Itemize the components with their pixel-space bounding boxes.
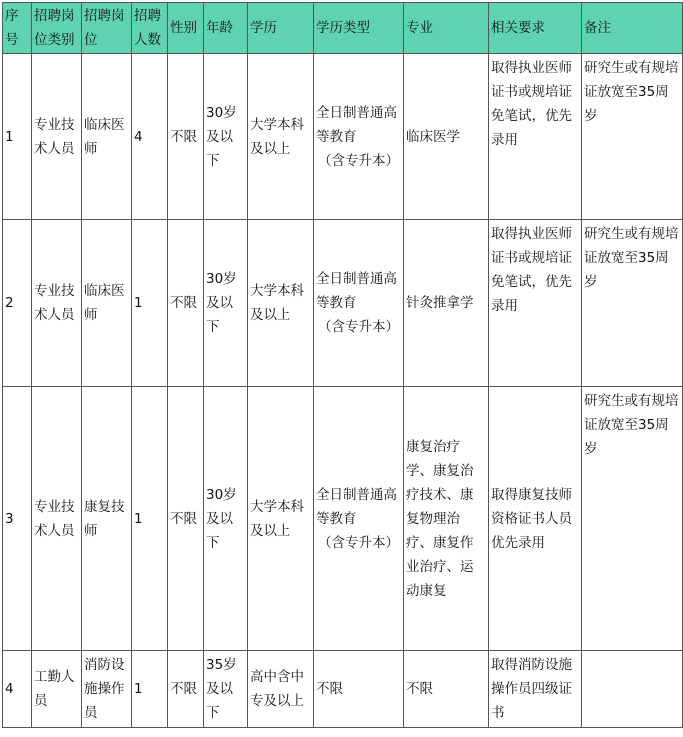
- cell-position: 康复技师: [82, 387, 132, 651]
- edu-type-line-2: （含专升本）: [318, 319, 399, 335]
- cell-no: 4: [3, 651, 32, 728]
- cell-count: 1: [132, 387, 168, 651]
- cell-age: 30岁及以下: [204, 54, 248, 220]
- header-row: [3, 3, 683, 54]
- header-remark: 备注: [582, 3, 683, 54]
- cell-position: 消防设施操作员: [82, 651, 132, 728]
- cell-education: 大学本科及以上: [248, 54, 314, 220]
- cell-count: 1: [132, 651, 168, 728]
- cell-major: 针灸推拿学: [404, 220, 489, 387]
- cell-no: 2: [3, 220, 32, 387]
- table-row: [3, 651, 683, 728]
- edu-type-line-2: （含专升本）: [318, 152, 399, 169]
- cell-no: 3: [3, 387, 32, 651]
- cell-major: 不限: [404, 651, 489, 728]
- cell-edu-type: [314, 54, 404, 220]
- cell-major: 临床医学: [404, 54, 489, 220]
- edu-type-line-1: 不限: [316, 681, 343, 697]
- header-count: 招聘人数: [132, 3, 168, 54]
- header-position: 招聘岗位: [82, 3, 132, 54]
- cell-remark: 研究生或有规培证放宽至35周岁: [582, 54, 683, 220]
- edu-type-line-2: （含专升本）: [318, 534, 399, 551]
- cell-education: 大学本科及以上: [248, 387, 314, 651]
- cell-count: 4: [132, 54, 168, 220]
- edu-type-line-1: 全日制普通高等教育: [316, 104, 397, 145]
- cell-edu-type: [314, 220, 404, 387]
- cell-age: 30岁及以下: [204, 220, 248, 387]
- header-gender: 性别: [168, 3, 204, 54]
- header-requirement: 相关要求: [489, 3, 582, 54]
- table-row: [3, 220, 683, 387]
- cell-category: 专业技术人员: [32, 220, 82, 387]
- cell-requirement: 取得消防设施操作员四级证书: [489, 651, 582, 728]
- cell-gender: 不限: [168, 54, 204, 220]
- cell-major: 康复治疗学、康复治疗技术、康复物理治疗、康复作业治疗、运动康复: [404, 387, 489, 651]
- cell-category: 专业技术人员: [32, 387, 82, 651]
- cell-position: 临床医师: [82, 220, 132, 387]
- cell-remark: 研究生或有规培证放宽至35周岁: [582, 220, 683, 387]
- cell-age: 35岁及以下: [204, 651, 248, 728]
- table-row: [3, 387, 683, 651]
- cell-category: 专业技术人员: [32, 54, 82, 220]
- header-age: 年龄: [204, 3, 248, 54]
- header-edu-type: 学历类型: [314, 3, 404, 54]
- recruitment-table: [2, 2, 683, 728]
- cell-gender: 不限: [168, 387, 204, 651]
- cell-position: 临床医师: [82, 54, 132, 220]
- edu-type-line-1: 全日制普通高等教育: [316, 486, 397, 527]
- cell-gender: 不限: [168, 220, 204, 387]
- cell-edu-type: [314, 387, 404, 651]
- cell-remark: 研究生或有规培证放宽至35周岁: [582, 387, 683, 651]
- cell-no: 1: [3, 54, 32, 220]
- cell-requirement: 取得执业医师证书或规培证免笔试，优先录用: [489, 220, 582, 387]
- cell-category: 工勤人员: [32, 651, 82, 728]
- cell-count: 1: [132, 220, 168, 387]
- header-education: 学历: [248, 3, 314, 54]
- table-row: [3, 54, 683, 220]
- cell-requirement: 取得执业医师证书或规培证免笔试，优先录用: [489, 54, 582, 220]
- cell-remark: [582, 651, 683, 728]
- cell-age: 30岁及以下: [204, 387, 248, 651]
- header-category: 招聘岗位类别: [32, 3, 82, 54]
- cell-edu-type: [314, 651, 404, 728]
- cell-education: 高中含中专及以上: [248, 651, 314, 728]
- cell-requirement: 取得康复技师资格证书人员优先录用: [489, 387, 582, 651]
- cell-gender: 不限: [168, 651, 204, 728]
- edu-type-line-1: 全日制普通高等教育: [316, 271, 397, 311]
- header-no: 序号: [3, 3, 32, 54]
- cell-education: 大学本科及以上: [248, 220, 314, 387]
- header-major: 专业: [404, 3, 489, 54]
